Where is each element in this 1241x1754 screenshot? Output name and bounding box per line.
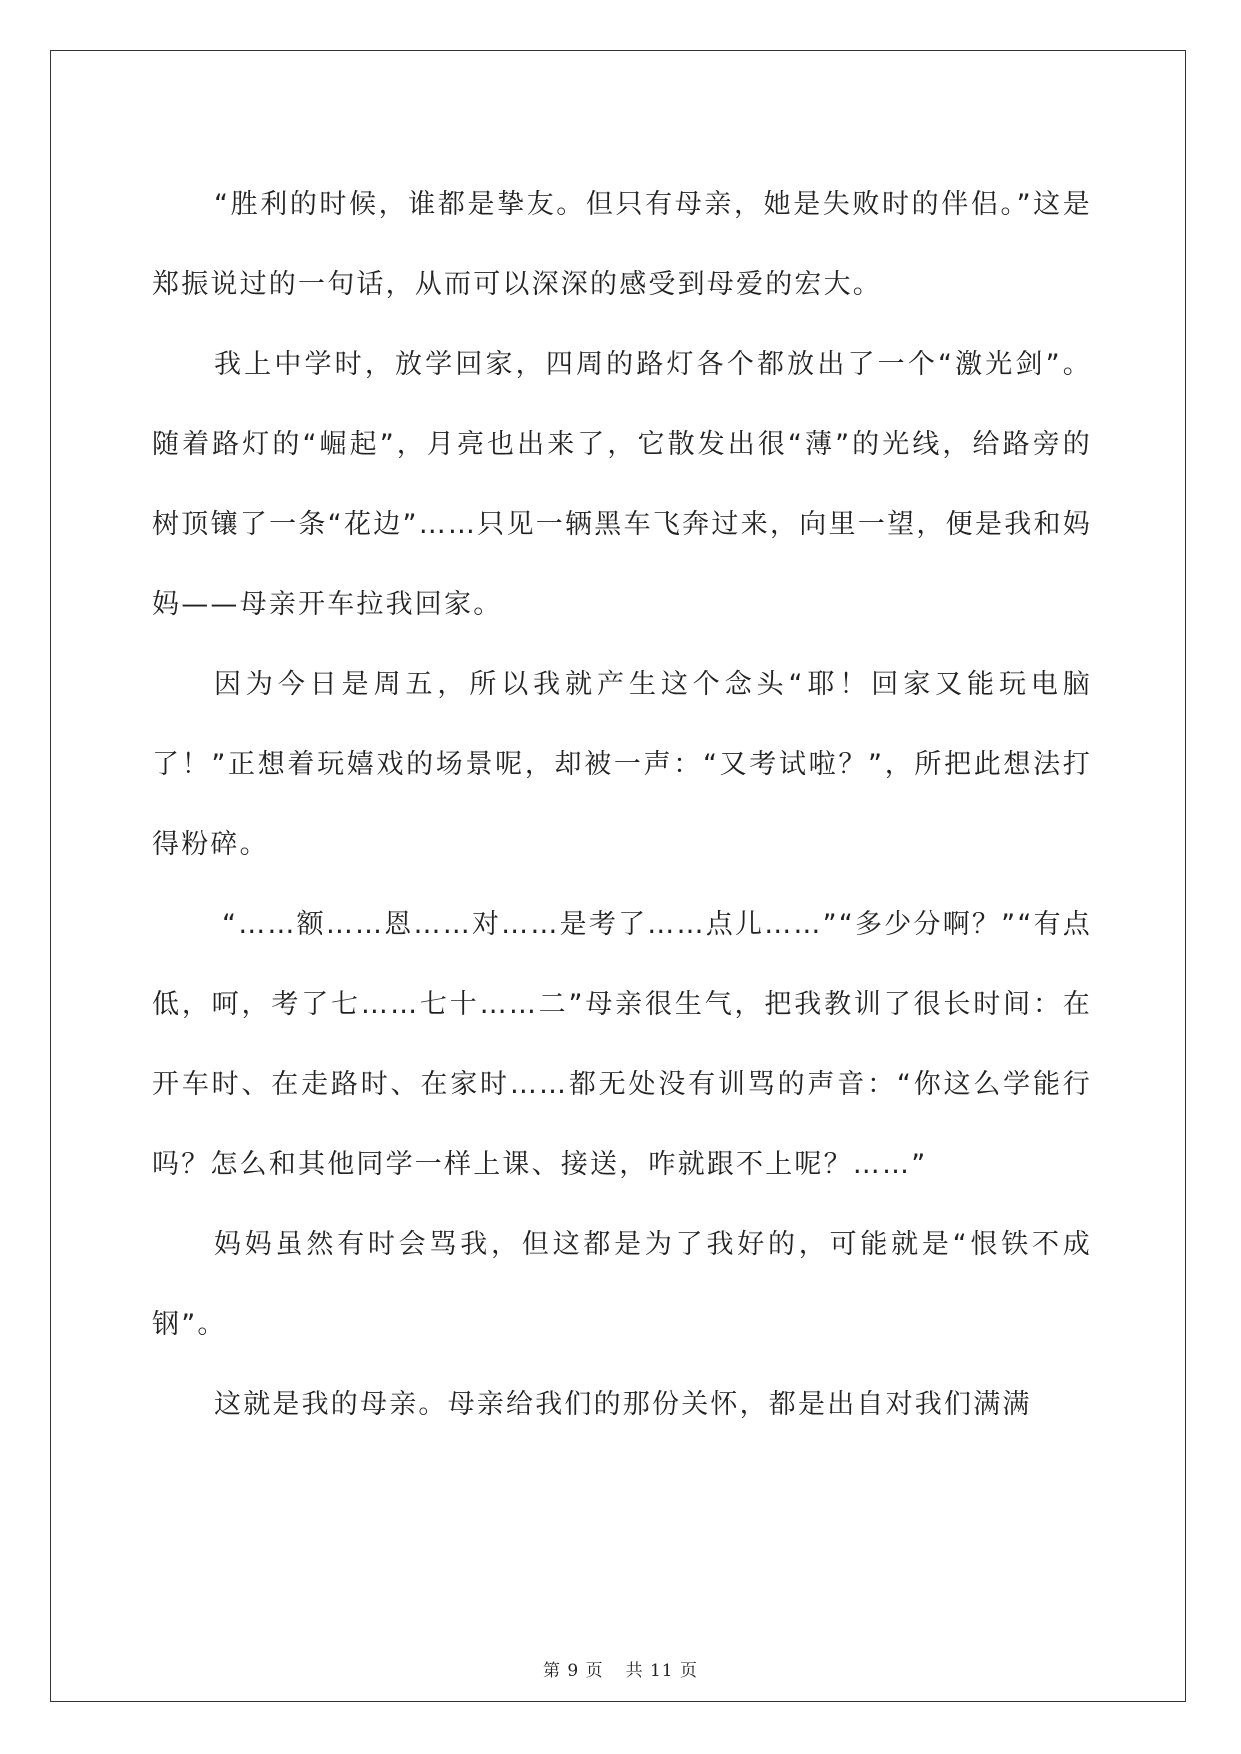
paragraph: 妈妈虽然有时会骂我，但这都是为了我好的，可能就是“恨铁不成钢”。 [152,1229,1092,1340]
paragraph: 因为今日是周五，所以我就产生这个念头“耶！回家又能玩电脑了！”正想着玩嬉戏的场景呢，却被一声：“又考试啦？”，所把此想法打得粉碎。 [152,669,1092,860]
page-footer [0,1656,1241,1681]
paragraph: “胜利的时候，谁都是挚友。但只有母亲，她是失败时的伴侣。”这是郑振说过的一句话，从而可以深深的感受到母爱的宏大。 [152,189,1092,300]
paragraph: “……额……恩……对……是考了……点儿……”“多少分啊？”“有点低，呵，考了七……七十……二”母亲很生气，把我教训了很长时间：在开车时、在走路时、在家时……都无处没有训骂的声音：“你这么学能行吗？怎么和其他同学一样上课、接送，咋就跟不上呢？……” [152,909,1092,1180]
page-total: 共 11 页 [625,1661,699,1681]
paragraph: 我上中学时，放学回家，四周的路灯各个都放出了一个“激光剑”。随着路灯的“崛起”，月亮也出来了，它散发出很“薄”的光线，给路旁的树顶镶了一条“花边”……只见一辆黑车飞奔过来，向里一望，便是我和妈妈——母亲开车拉我回家。 [152,349,1092,620]
document-body [152,165,1092,1445]
paragraph: 这就是我的母亲。母亲给我们的那份关怀，都是出自对我们满满 [214,1389,1032,1420]
page-number: 第 9 页 [542,1661,604,1681]
